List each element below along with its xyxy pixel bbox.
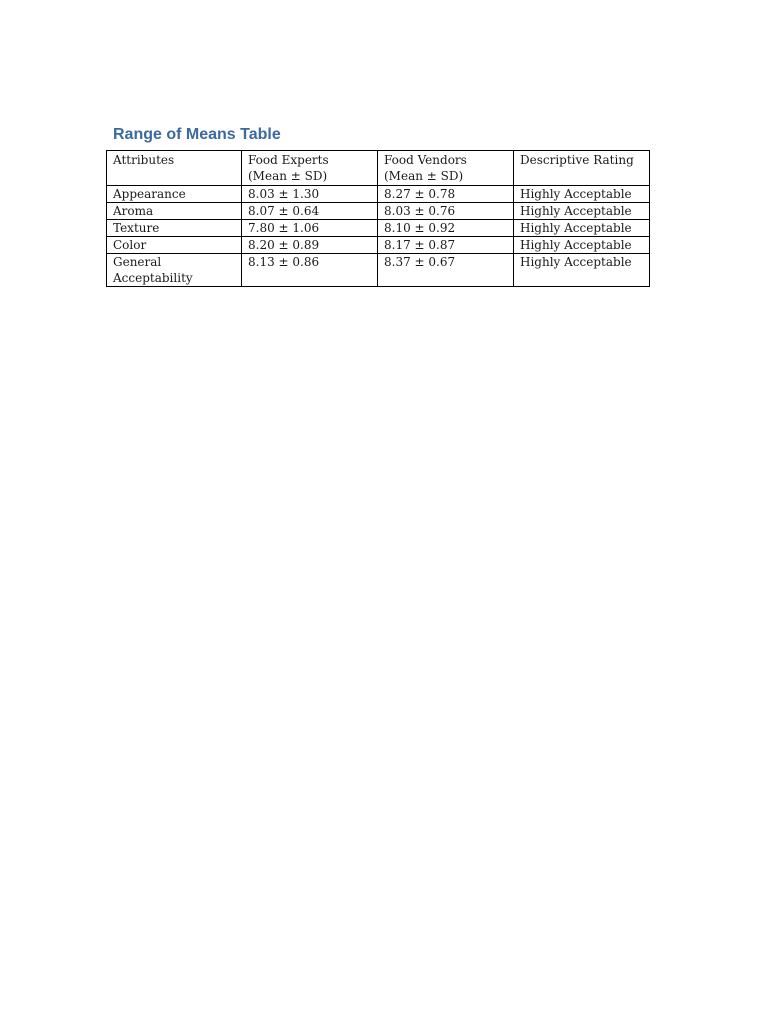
descriptive-rating-cell: Highly Acceptable <box>514 254 650 287</box>
attribute-cell: General Acceptability <box>107 254 242 287</box>
food-experts-cell: 7.80 ± 1.06 <box>242 220 378 237</box>
attribute-cell: Appearance <box>107 186 242 203</box>
descriptive-rating-cell: Highly Acceptable <box>514 186 650 203</box>
header-descriptive-rating: Descriptive Rating <box>514 151 650 186</box>
food-vendors-cell: 8.03 ± 0.76 <box>378 203 514 220</box>
attribute-cell: Texture <box>107 220 242 237</box>
food-experts-cell: 8.13 ± 0.86 <box>242 254 378 287</box>
header-food-vendors: Food Vendors (Mean ± SD) <box>378 151 514 186</box>
range-of-means-table <box>106 150 650 287</box>
descriptive-rating-cell: Highly Acceptable <box>514 220 650 237</box>
descriptive-rating-cell: Highly Acceptable <box>514 237 650 254</box>
food-experts-cell: 8.07 ± 0.64 <box>242 203 378 220</box>
table-row <box>107 203 650 220</box>
attribute-cell: Color <box>107 237 242 254</box>
food-experts-cell: 8.03 ± 1.30 <box>242 186 378 203</box>
header-food-experts: Food Experts (Mean ± SD) <box>242 151 378 186</box>
food-vendors-cell: 8.17 ± 0.87 <box>378 237 514 254</box>
table-row <box>107 220 650 237</box>
table-heading: Range of Means Table <box>113 126 281 143</box>
table-row <box>107 254 650 287</box>
header-attributes: Attributes <box>107 151 242 186</box>
table-row <box>107 237 650 254</box>
food-vendors-cell: 8.27 ± 0.78 <box>378 186 514 203</box>
attribute-cell: Aroma <box>107 203 242 220</box>
food-vendors-cell: 8.37 ± 0.67 <box>378 254 514 287</box>
food-experts-cell: 8.20 ± 0.89 <box>242 237 378 254</box>
food-vendors-cell: 8.10 ± 0.92 <box>378 220 514 237</box>
table-header-row <box>107 151 650 186</box>
table-row <box>107 186 650 203</box>
descriptive-rating-cell: Highly Acceptable <box>514 203 650 220</box>
